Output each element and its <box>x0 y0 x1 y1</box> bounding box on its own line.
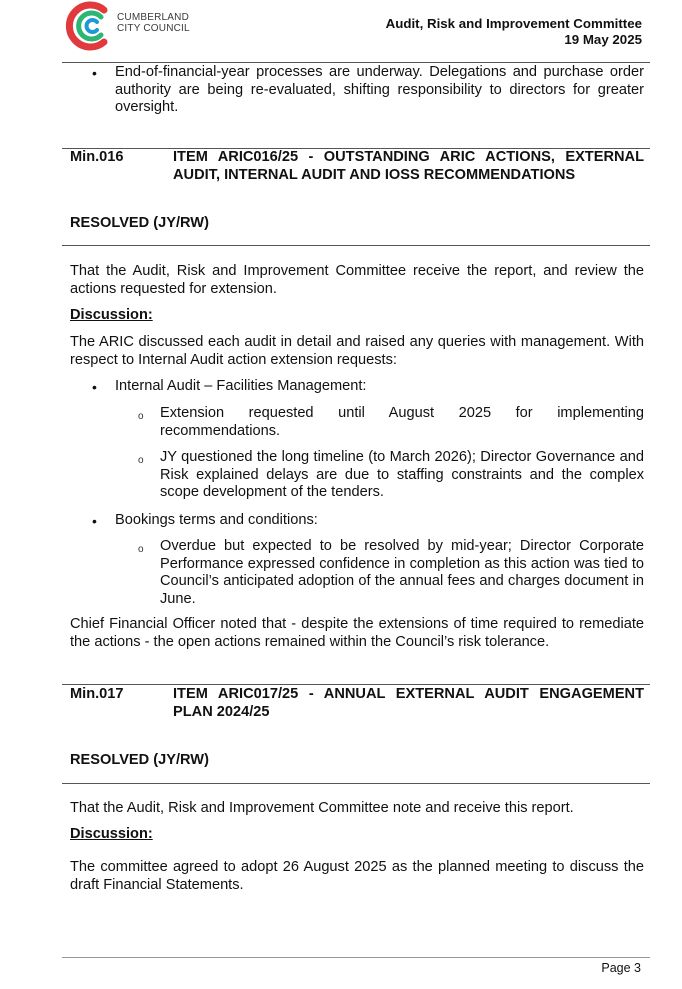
sub-bullet-text: Extension requested until August 2025 for implementing recommendations. <box>160 405 644 439</box>
discussion-heading: Discussion: <box>70 307 153 323</box>
bullet-label: Bookings terms and conditions: <box>115 512 318 528</box>
committee-name: Audit, Risk and Improvement Committee <box>385 16 642 31</box>
discussion-heading: Discussion: <box>70 826 153 842</box>
bullet-icon: • <box>92 513 97 529</box>
closing-text: Chief Financial Officer noted that - despite the extensions of time required to remediate the actions - the open actions remained within the Council’s risk tolerance. <box>70 616 644 650</box>
footer-rule <box>62 957 650 958</box>
resolution-text: That the Audit, Risk and Improvement Committee note and receive this report. <box>70 800 574 816</box>
council-logo <box>64 0 116 52</box>
intro-bullet-text: End-of-financial-year processes are underway. Delegations and purchase order authority are being re-evaluated, shifting responsibility to directors for greater oversight. <box>115 64 644 116</box>
sub-bullet-icon: o <box>138 544 144 555</box>
discussion-intro: The ARIC discussed each audit in detail and raised any queries with management. With respect to Internal Audit action extension requests: <box>70 334 644 368</box>
sub-bullet-icon: o <box>138 455 144 466</box>
document-header <box>386 16 642 48</box>
header-rule <box>62 62 650 63</box>
minute-number: Min.017 <box>70 686 124 702</box>
minute-number: Min.016 <box>70 149 124 165</box>
bullet-label: Internal Audit – Facilities Management: <box>115 378 367 394</box>
resolved-label: RESOLVED (JY/RW) <box>70 752 209 768</box>
meeting-date: 19 May 2025 <box>564 32 642 47</box>
section-rule <box>62 245 650 246</box>
sub-bullet-text: JY questioned the long timeline (to March 2026); Director Governance and Risk explained delays are due to staffing constraints and the complex scope development of the tenders. <box>160 449 644 501</box>
sub-bullet-icon: o <box>138 411 144 422</box>
section-rule <box>62 684 650 685</box>
item-title: ITEM ARIC017/25 - ANNUAL EXTERNAL AUDIT ENGAGEMENT PLAN 2024/25 <box>173 686 644 720</box>
resolution-text: That the Audit, Risk and Improvement Committee receive the report, and review the actions requested for extension. <box>70 263 644 297</box>
page-number: Page 3 <box>601 961 641 975</box>
discussion-text: The committee agreed to adopt 26 August 2025 as the planned meeting to discuss the draft Financial Statements. <box>70 859 644 893</box>
resolved-label: RESOLVED (JY/RW) <box>70 215 209 231</box>
bullet-icon: • <box>92 379 97 395</box>
sub-bullet-text: Overdue but expected to be resolved by mid-year; Director Corporate Performance expressed confidence in completion as this action was tied to Council’s anticipated adoption of the annual fees and charges document in June. <box>160 538 644 607</box>
council-name: CUMBERLAND CITY COUNCIL <box>117 12 190 34</box>
item-title: ITEM ARIC016/25 - OUTSTANDING ARIC ACTIONS, EXTERNAL AUDIT, INTERNAL AUDIT AND IOSS RECOMMENDATIONS <box>173 149 644 183</box>
section-rule <box>62 783 650 784</box>
bullet-icon: • <box>92 65 97 81</box>
